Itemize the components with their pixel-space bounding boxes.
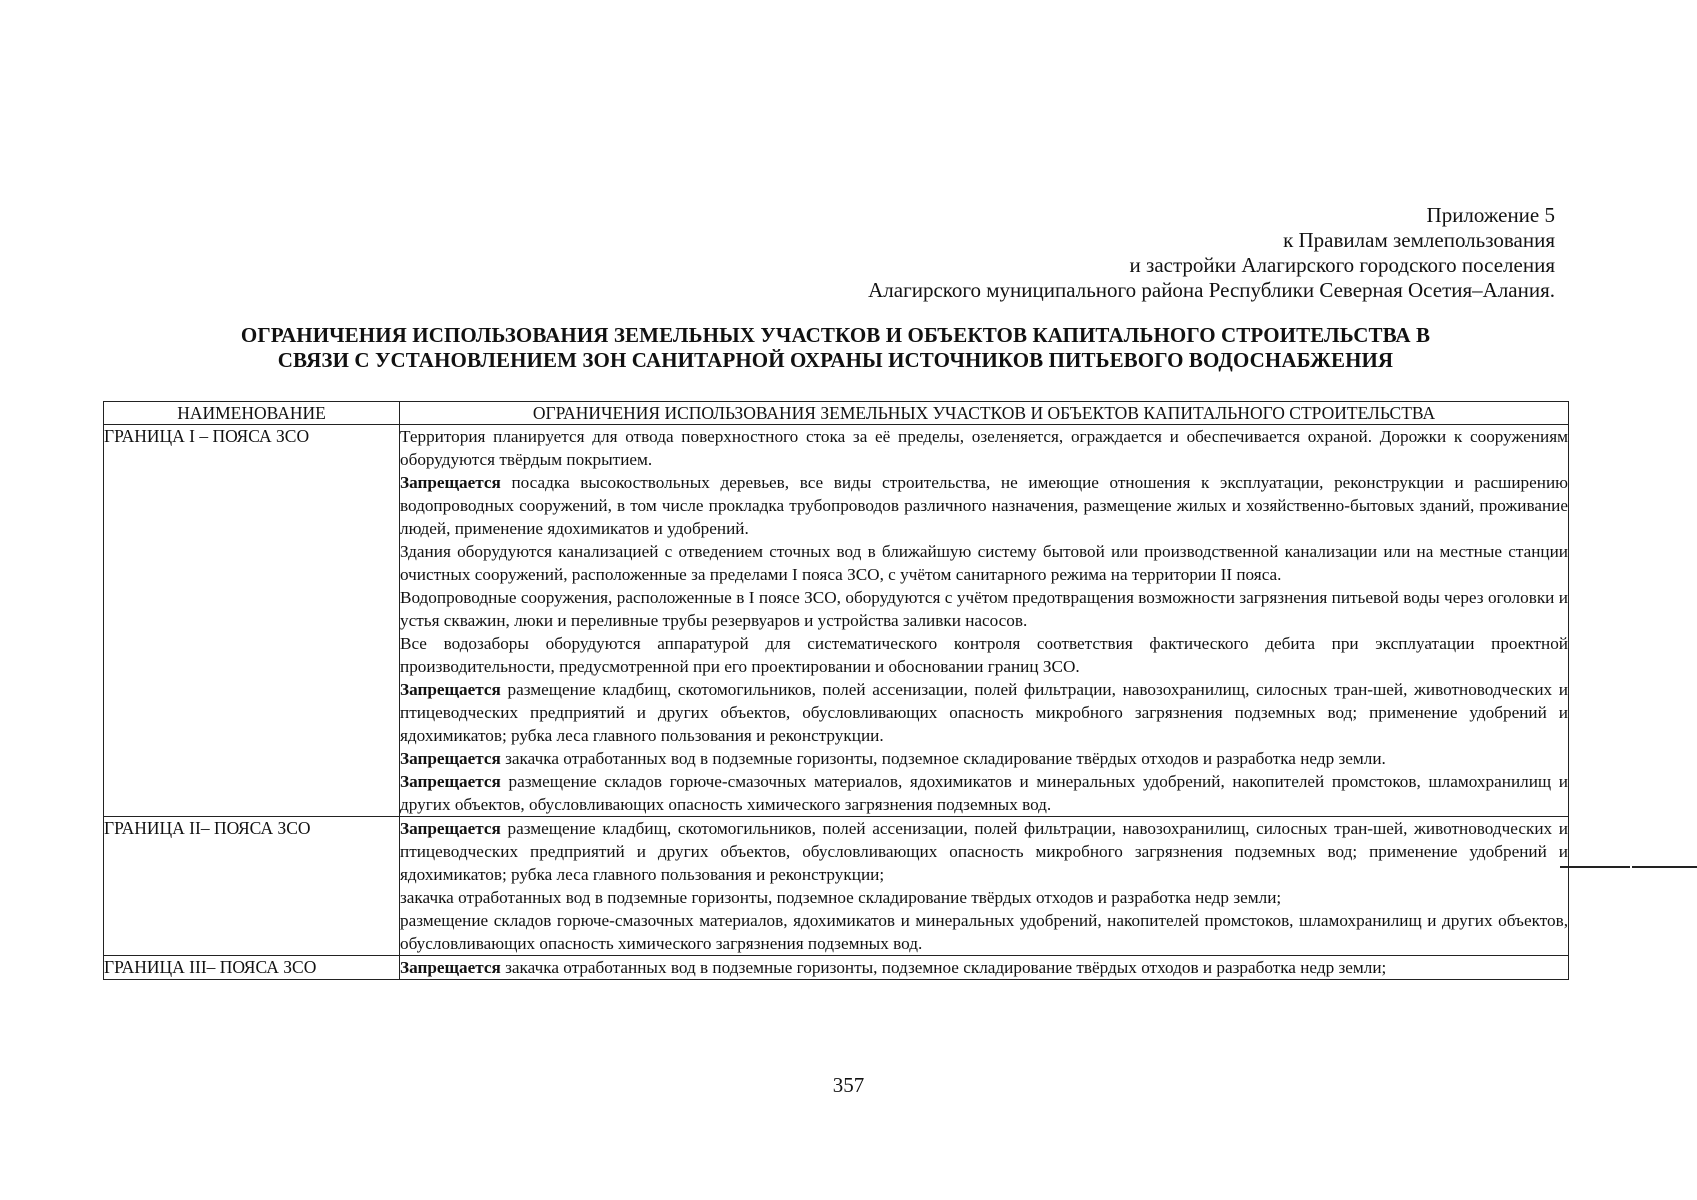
paragraph-text: Территория планируется для отвода поверхностного стока за её пределы, озеленяется, ограждается и обеспечивается охраной. Дорожки к сооружениям оборудуются твёрдым покрытием. [400,427,1568,469]
keyword: Запрещается [400,958,501,977]
header-name: НАИМЕНОВАНИЕ [104,402,400,425]
restriction-paragraph [400,747,1568,770]
title-line: СВЯЗИ С УСТАНОВЛЕНИЕМ ЗОН САНИТАРНОЙ ОХРАНЫ ИСТОЧНИКОВ ПИТЬЕВОГО ВОДОСНАБЖЕНИЯ [277,348,1394,372]
zone-name: ГРАНИЦА II– ПОЯСА ЗСО [104,817,400,956]
document-title [103,323,1568,373]
restriction-paragraph [400,956,1568,979]
restriction-text [400,425,1569,817]
appendix-line: Приложение 5 [1426,203,1555,227]
page-number: 357 [832,1073,865,1097]
header-restrictions: ОГРАНИЧЕНИЯ ИСПОЛЬЗОВАНИЯ ЗЕМЕЛЬНЫХ УЧАСТКОВ И ОБЪЕКТОВ КАПИТАЛЬНОГО СТРОИТЕЛЬСТВА [400,402,1569,425]
keyword: Запрещается [400,749,501,768]
restriction-paragraph [400,586,1568,632]
scan-artifact-line [1560,866,1630,868]
appendix-line: и застройки Алагирского городского поселения [1129,253,1555,277]
restriction-paragraph [400,471,1568,540]
restriction-paragraph [400,678,1568,747]
paragraph-text: размещение кладбищ, скотомогильников, полей ассенизации, полей фильтрации, навозохранилищ, силосных тран-шей, животноводческих и птицеводческих предприятий и других объектов, обусловливающих опасность микробного загрязнения подземных вод; применение удобрений и ядохимикатов; рубка леса главного пользования и реконструкции; [400,819,1568,884]
zone-name: ГРАНИЦА I – ПОЯСА ЗСО [104,425,400,817]
paragraph-text: Водопроводные сооружения, расположенные в I поясе ЗСО, оборудуются с учётом предотвращения возможности загрязнения питьевой воды через оголовки и устья скважин, люки и переливные трубы резервуаров и устройства заливки насосов. [400,588,1568,630]
restriction-paragraph [400,770,1568,816]
paragraph-text: Все водозаборы оборудуются аппаратурой для систематического контроля соответствия фактического дебита при эксплуатации проектной производительности, предусмотренной при его проектировании и обосновании границ ЗСО. [400,634,1568,676]
paragraph-text: закачка отработанных вод в подземные горизонты, подземное складирование твёрдых отходов и разработка недр земли; [400,888,1282,907]
table-row [104,425,1569,817]
keyword: Запрещается [400,819,501,838]
paragraph-text: размещение кладбищ, скотомогильников, полей ассенизации, полей фильтрации, навозохранилищ, силосных тран-шей, животноводческих и птицеводческих предприятий и других объектов, обусловливающих опасность микробного загрязнения подземных вод; применение удобрений и ядохимикатов; рубка леса главного пользования и реконструкции. [400,680,1568,745]
appendix-line: Алагирского муниципального района Республики Северная Осетия–Алания. [868,278,1555,302]
paragraph-text: посадка высокоствольных деревьев, все виды строительства, не имеющие отношения к эксплуатации, реконструкции и расширению водопроводных сооружений, в том числе прокладка трубопроводов различного назначения, размещение жилых и хозяйственно-бытовых зданий, проживание людей, применение ядохимикатов и удобрений. [400,473,1568,538]
table-header-row [104,402,1569,425]
paragraph-text: размещение складов горюче-смазочных материалов, ядохимикатов и минеральных удобрений, накопителей промстоков, шламохранилищ и других объектов, обусловливающих опасность химического загрязнения подземных вод. [400,911,1568,953]
zone-name: ГРАНИЦА III– ПОЯСА ЗСО [104,956,400,980]
paragraph-text: закачка отработанных вод в подземные горизонты, подземное складирование твёрдых отходов и разработка недр земли. [500,749,1386,768]
restriction-paragraph [400,817,1568,886]
restriction-paragraph [400,909,1568,955]
table-row [104,817,1569,956]
paragraph-text: Здания оборудуются канализацией с отведением сточных вод в ближайшую систему бытовой или производственной канализации или на местные станции очистных сооружений, расположенные за пределами I пояса ЗСО, с учётом санитарного режима на территории II пояса. [400,542,1568,584]
table-row [104,956,1569,980]
appendix-line: к Правилам землепользования [1283,228,1555,252]
restriction-text [400,817,1569,956]
restriction-paragraph [400,540,1568,586]
restriction-paragraph [400,886,1568,909]
restriction-text [400,956,1569,980]
paragraph-text: закачка отработанных вод в подземные горизонты, подземное складирование твёрдых отходов и разработка недр земли; [500,958,1387,977]
restriction-paragraph [400,632,1568,678]
keyword: Запрещается [400,473,501,492]
restriction-paragraph [400,425,1568,471]
paragraph-text: размещение складов горюче-смазочных материалов, ядохимикатов и минеральных удобрений, накопителей промстоков, шламохранилищ и других объектов, обусловливающих опасность химического загрязнения подземных вод. [400,772,1568,814]
keyword: Запрещается [400,680,501,699]
keyword: Запрещается [400,772,501,791]
restrictions-table [103,401,1569,980]
appendix-reference [868,203,1555,303]
title-line: ОГРАНИЧЕНИЯ ИСПОЛЬЗОВАНИЯ ЗЕМЕЛЬНЫХ УЧАСТКОВ И ОБЪЕКТОВ КАПИТАЛЬНОГО СТРОИТЕЛЬСТВА В [240,323,1431,347]
scan-artifact-line [1632,866,1697,868]
